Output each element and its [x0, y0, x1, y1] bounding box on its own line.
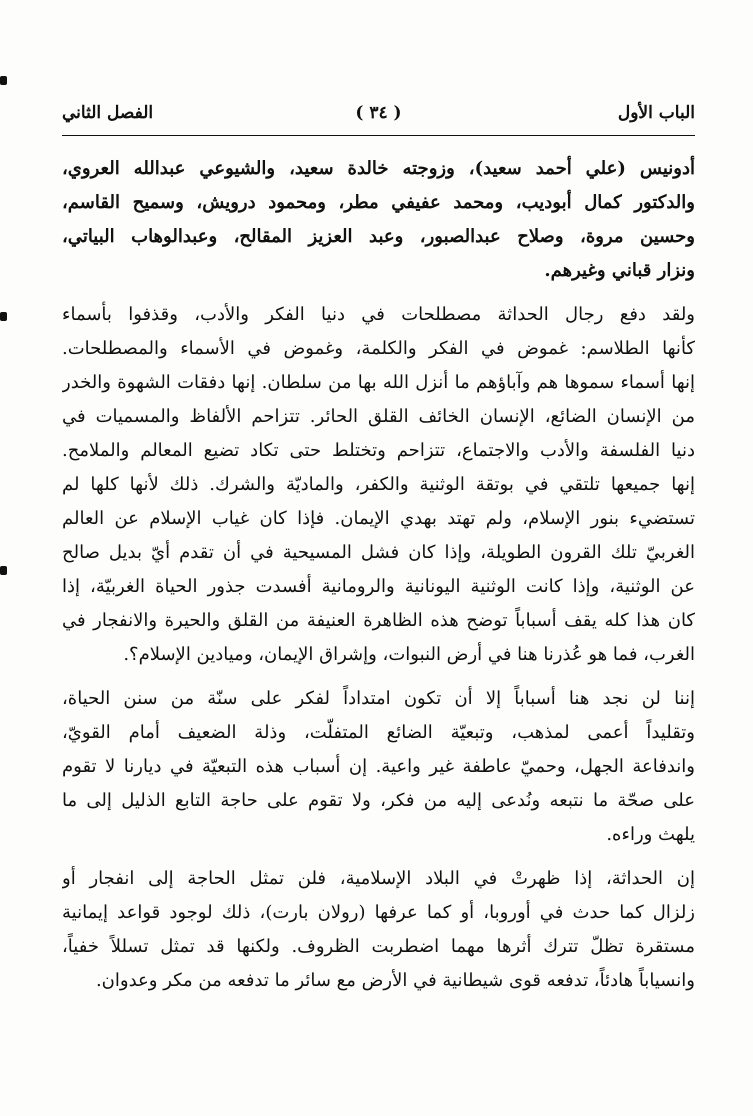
- text-line: دنيا الفلسفة والأدب والاجتماع، تتزاحم وتختلط حتى تكاد تضيع المعالم والملامح.: [62, 440, 695, 461]
- text-line: الغربيّ تلك القرون الطويلة، وإذا كان فشل المسيحية في أن تقدم أيّ بديل صالح: [62, 542, 695, 563]
- paragraph-gap: [62, 852, 695, 862]
- margin-mark-lower: [0, 566, 7, 575]
- text-line: أدونيس (علي أحمد سعيد)، وزوجته خالدة سعيد، والشيوعي عبدالله العروي،: [62, 158, 695, 179]
- paragraph: [62, 298, 695, 672]
- text-line: من الإنسان الضائع، الإنسان الخائف القلق الحائر. تتزاحم الألفاظ والمسميات في: [62, 406, 695, 427]
- chapter-title: الباب الأول: [617, 103, 695, 123]
- text-line: الغرب، فما هو عُذرنا هنا في أرض النبوات، وإشراق الإيمان، وميادين الإسلام؟.: [123, 644, 695, 665]
- margin-mark-top: [0, 76, 7, 85]
- text-line: واندفاعة الجهل، وحميّ عاطفة غير واعية. إن أسباب هذه التبعيّة في ديارنا لا تقوم: [62, 756, 695, 777]
- text-line: إنها أسماء سموها هم وآباؤهم ما أنزل الله بها من سلطان. إنها دفقات الشهوة والخدر: [62, 372, 695, 393]
- paragraph-gap: [62, 672, 695, 682]
- text-line: تستضيء بنور الإسلام، ولم تهتد بهدي الإيمان. فإذا كان غياب الإسلام عن العالم: [62, 508, 695, 529]
- text-line: والدكتور كمال أبوديب، ومحمد عفيفي مطر، ومحمود درويش، وسميح القاسم،: [62, 192, 695, 213]
- section-title: الفصل الثاني: [62, 103, 154, 123]
- margin-mark-middle: [0, 312, 7, 321]
- text-line: كأنها الطلاسم: غموض في الفكر والكلمة، وغموض في الأسماء والمصطلحات.: [62, 338, 695, 359]
- page-header: [62, 103, 695, 133]
- header-rule: [62, 135, 695, 136]
- paragraph: [62, 152, 695, 288]
- text-line: زلزال كما حدث في أوروبا، أو كما عرفها (رولان بارت)، ذلك لوجود قواعد إيمانية: [62, 902, 695, 923]
- text-line: يلهث وراءه.: [606, 824, 695, 845]
- text-line: وانسياباً هادئاً، تدفعه قوى شيطانية في الأرض مع سائر ما تدفعه من مكر وعدوان.: [95, 970, 695, 991]
- paragraph: [62, 862, 695, 998]
- text-line: كان هذا كله يقف أسباباً توضح هذه الظاهرة العنيفة من القلق والحيرة والانفجار في: [62, 610, 695, 631]
- page-number: ( ٣٤ ): [355, 103, 402, 123]
- text-line: على صحّة ما نتبعه ونُدعى إليه من فكر، ولا تقوم على حاجة التابع الذليل إلى ما: [62, 790, 695, 811]
- text-line: وتقليداً أعمى لمذهب، وتبعيّة الضائع المتفلّت، وذلة الضعيف أمام القويّ،: [62, 722, 695, 743]
- text-line: ونزار قباني وغيرهم.: [544, 260, 695, 281]
- body-text: [62, 152, 695, 998]
- text-line: عن الوثنية، وإذا كانت الوثنية اليونانية والرومانية أفسدت جذور الحياة الغربيّة، إذا: [62, 576, 695, 597]
- text-line: إنها جميعها تلتقي في بوتقة الوثنية والكفر، والماديّة والشرك. ذلك لأنها كلها لم: [62, 474, 695, 495]
- text-line: وحسين مروة، وصلاح عبدالصبور، وعبد العزيز المقالح، وعبدالوهاب البياتي،: [62, 226, 695, 247]
- text-line: مستقرة تظلّ تترك أثرها مهما اضطربت الظروف. ولكنها قد تمثل تسللاً خفياً،: [62, 936, 695, 957]
- text-line: ولقد دفع رجال الحداثة مصطلحات في دنيا الفكر والأدب، وقذفوا بأسماء: [62, 304, 695, 325]
- text-line: إن الحداثة، إذا ظهرتْ في البلاد الإسلامية، فلن تمثل الحاجة إلى انفجار أو: [62, 868, 695, 889]
- text-line: إننا لن نجد هنا أسباباً إلا أن تكون امتداداً لفكر على سنّة من سنن الحياة،: [62, 688, 695, 709]
- paragraph: [62, 682, 695, 852]
- paragraph-gap: [62, 288, 695, 298]
